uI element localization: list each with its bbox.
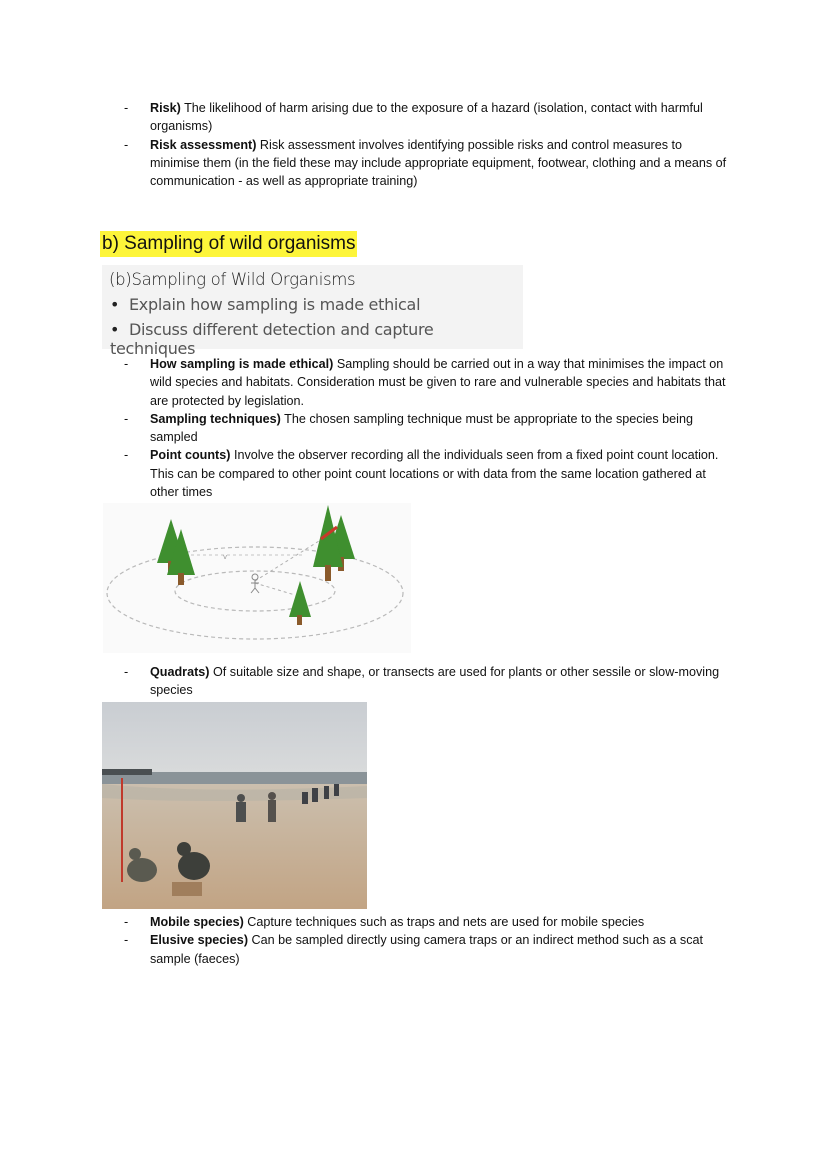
species-bullet-list (124, 913, 734, 968)
slide-bullet (110, 320, 523, 358)
tree-center (289, 581, 311, 625)
person-distant (268, 792, 276, 822)
list-item (124, 355, 734, 410)
term-label: How sampling is made ethical) (150, 357, 334, 371)
item-text: The likelihood of harm arising due to the exposure of a hazard (isolation, contact with harmful organisms) (150, 101, 703, 134)
list-item (124, 99, 734, 136)
slide-bullet-text: Explain how sampling is made ethical (129, 295, 421, 314)
item-text: The chosen sampling technique must be appropriate to the species being sampled (150, 411, 693, 445)
list-item (124, 136, 734, 191)
beach-scene (102, 702, 367, 909)
term-label: Elusive species) (150, 933, 249, 948)
item-text: Of suitable size and shape, or transects are used for plants or other sessile or slow-moving species (150, 665, 720, 698)
bullet-dash: - (124, 101, 129, 115)
list-item (124, 663, 734, 700)
person-distant (236, 794, 246, 822)
outer-count-circle (107, 547, 403, 639)
slide-excerpt (102, 265, 523, 358)
list-item (124, 913, 734, 931)
item-text: Risk assessment involves identifying possible risks and control measures to minimise them (in the field these may include appropriate equipment, footwear, clothing and a means of communication - as well as appropriate training) (150, 137, 727, 189)
bullet-dash: - (124, 137, 129, 152)
item-text: Sampling should be carried out in a way that minimises the impact on wild species and habitats. Consideration must be given to rare and vulnerable species and habitats that are protected by legislation. (150, 357, 726, 408)
list-item (124, 410, 734, 447)
slide-bullet (110, 295, 420, 314)
sky (102, 702, 367, 772)
term-label: Mobile species) (150, 915, 244, 929)
item-text: Can be sampled directly using camera traps or an indirect method such as a scat sample (faeces) (150, 933, 704, 966)
slide-title: (b)Sampling of Wild Organisms (109, 270, 356, 289)
quadrat-bullet-list (124, 663, 734, 700)
bullet-dash: - (124, 411, 129, 426)
slide-bullet-dot: • (110, 295, 120, 314)
sampling-bullet-list (124, 355, 734, 501)
bullet-dash: - (124, 933, 129, 948)
point-count-illustration (103, 503, 411, 653)
term-label: Point counts) (150, 448, 231, 463)
item-text: Capture techniques such as traps and nets are used for mobile species (243, 915, 645, 929)
bullet-dash: - (124, 448, 129, 463)
term-label: Quadrats) (150, 665, 210, 679)
item-text: Involve the observer recording all the individuals seen from a fixed point count location. This can be compared to other point count locations or with data from the same location gathered at other times (150, 448, 719, 500)
list-item (124, 446, 734, 501)
sight-line (255, 583, 295, 595)
groyne (102, 769, 152, 775)
section-heading: b) Sampling of wild organisms (100, 231, 357, 257)
beach-quadrat-photo (102, 702, 367, 909)
quadrat-frame (172, 882, 202, 896)
point-count-diagram (103, 503, 411, 653)
list-item (124, 931, 734, 968)
bullet-dash: - (124, 915, 129, 929)
term-label: Sampling techniques) (150, 411, 281, 426)
inner-count-circle (175, 571, 335, 611)
observer-figure (251, 574, 259, 593)
bullet-dash: - (124, 357, 129, 371)
sand (102, 784, 367, 909)
slide-bullet-text: Discuss different detection and capture techniques (110, 320, 434, 358)
slide-bullet-dot: • (110, 320, 120, 339)
bullet-dash: - (124, 665, 129, 679)
term-label: Risk assessment) (150, 137, 257, 152)
term-label: Risk) (150, 101, 181, 115)
bird-glyph: v (223, 553, 228, 561)
risk-bullet-list (124, 99, 734, 190)
